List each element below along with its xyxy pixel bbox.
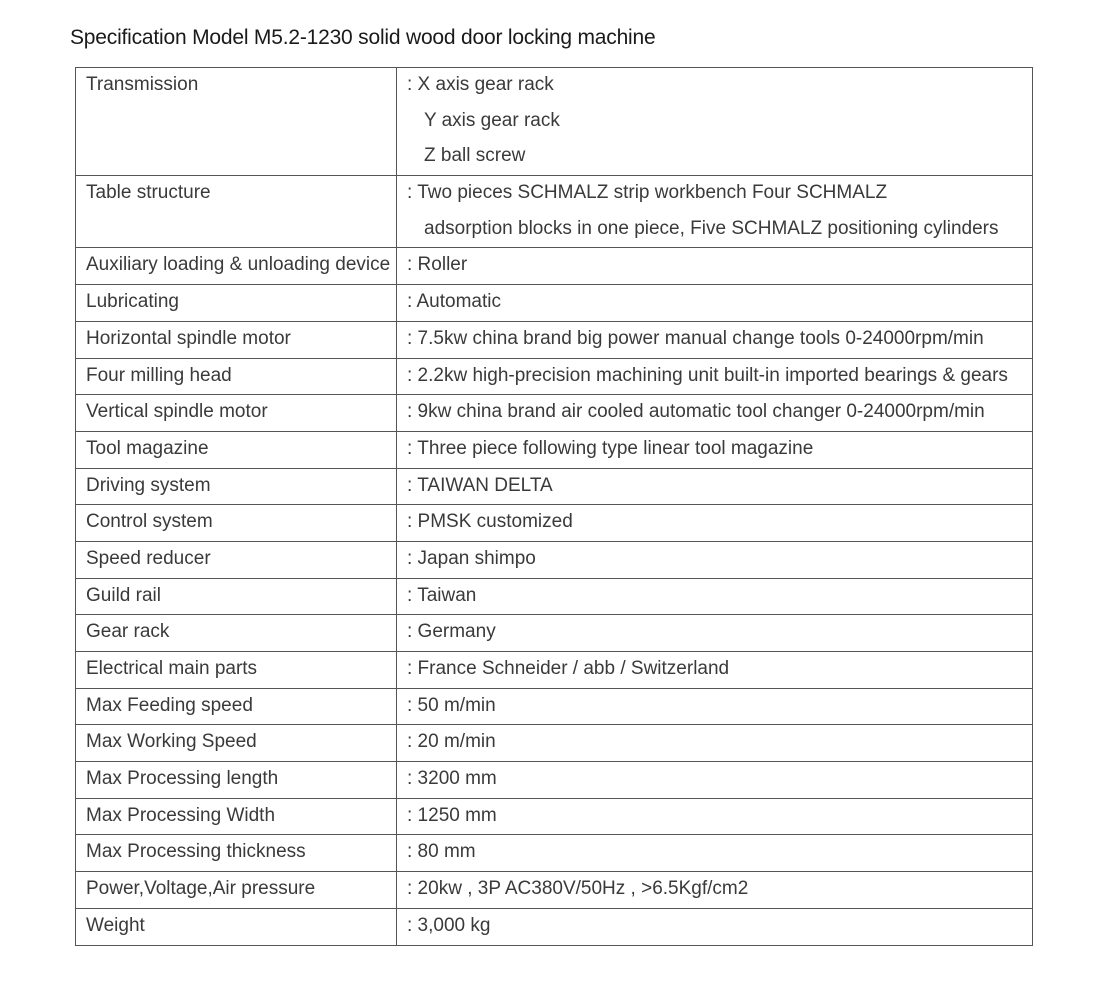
spec-value-line: : 80 mm: [407, 841, 476, 863]
spec-value-cell: [397, 431, 1033, 468]
spec-label: Max Working Speed: [86, 731, 257, 753]
table-row: [76, 908, 1033, 945]
spec-label-cell: [76, 578, 397, 615]
table-row: [76, 762, 1033, 799]
spec-label: Four milling head: [86, 364, 232, 386]
spec-value-line: : 3,000 kg: [407, 914, 491, 936]
spec-label: Power,Voltage,Air pressure: [86, 878, 316, 900]
spec-value-cell: [397, 541, 1033, 578]
spec-value-line: : 1250 mm: [407, 804, 497, 826]
spec-label-cell: [76, 358, 397, 395]
table-row: [76, 505, 1033, 542]
spec-value-cell: [397, 798, 1033, 835]
spec-value-cell: [397, 248, 1033, 285]
table-row: [76, 358, 1033, 395]
table-row: [76, 68, 1033, 176]
spec-label: Driving system: [86, 474, 211, 496]
table-row: [76, 541, 1033, 578]
spec-label-cell: [76, 176, 397, 248]
table-row: [76, 872, 1033, 909]
spec-value-line: : PMSK customized: [407, 511, 573, 533]
spec-table-body: [76, 68, 1033, 946]
table-row: [76, 798, 1033, 835]
spec-value-line: : 50 m/min: [407, 694, 496, 716]
spec-value-line: : X axis gear rack: [407, 74, 554, 95]
spec-label-cell: [76, 762, 397, 799]
spec-value-line: : 20kw , 3P AC380V/50Hz , >6.5Kgf/cm2: [407, 878, 749, 900]
table-row: [76, 615, 1033, 652]
spec-label: Tool magazine: [86, 437, 209, 459]
spec-value-line: : Two pieces SCHMALZ strip workbench Four SCHMALZ: [407, 182, 888, 204]
spec-value-cell: [397, 872, 1033, 909]
spec-label: Horizontal spindle motor: [86, 327, 291, 349]
table-row: [76, 578, 1033, 615]
spec-value-cell: [397, 762, 1033, 799]
spec-value-cell: [397, 578, 1033, 615]
table-row: [76, 835, 1033, 872]
table-row: [76, 321, 1033, 358]
spec-value-cell: [397, 176, 1033, 248]
spec-label-cell: [76, 725, 397, 762]
spec-value-line: Y axis gear rack: [424, 109, 560, 131]
spec-value-line: : Three piece following type linear tool magazine: [407, 437, 814, 459]
spec-label: Speed reducer: [86, 547, 211, 569]
spec-label-cell: [76, 615, 397, 652]
spec-label-cell: [76, 395, 397, 432]
spec-label: Transmission: [86, 74, 199, 95]
spec-label-cell: [76, 431, 397, 468]
spec-value-cell: [397, 358, 1033, 395]
spec-value-line: : Germany: [407, 621, 496, 643]
spec-label-cell: [76, 68, 397, 176]
spec-label: Guild rail: [86, 584, 161, 606]
spec-label-cell: [76, 505, 397, 542]
spec-value-line: : 20 m/min: [407, 731, 496, 753]
spec-label-cell: [76, 248, 397, 285]
spec-value-cell: [397, 321, 1033, 358]
spec-label: Electrical main parts: [86, 658, 258, 679]
spec-value-cell: [397, 835, 1033, 872]
spec-value-line: : TAIWAN DELTA: [407, 474, 553, 496]
spec-label: Weight: [86, 914, 145, 936]
spec-value-line: : Taiwan: [407, 584, 477, 606]
spec-value-cell: [397, 688, 1033, 725]
spec-label-cell: [76, 835, 397, 872]
spec-value-line: : Japan shimpo: [407, 547, 536, 569]
spec-label-cell: [76, 652, 397, 689]
table-row: [76, 248, 1033, 285]
spec-label-cell: [76, 285, 397, 322]
spec-value-cell: [397, 285, 1033, 322]
spec-label: Table structure: [86, 182, 211, 204]
spec-label: Control system: [86, 511, 213, 533]
spec-label: Max Feeding speed: [86, 694, 253, 716]
table-row: [76, 688, 1033, 725]
spec-label: Gear rack: [86, 621, 170, 643]
spec-label: Max Processing length: [86, 768, 279, 790]
spec-value-cell: [397, 505, 1033, 542]
spec-value-cell: [397, 395, 1033, 432]
spec-label: Auxiliary loading & unloading device: [86, 254, 391, 276]
spec-label: Max Processing thickness: [86, 841, 306, 863]
spec-label: Lubricating: [86, 291, 179, 313]
spec-table: [75, 67, 1033, 946]
spec-label-cell: [76, 908, 397, 945]
spec-label-cell: [76, 688, 397, 725]
page-title: Specification Model M5.2-1230 solid wood door locking machine: [70, 26, 656, 49]
spec-value-cell: [397, 908, 1033, 945]
spec-value-line: : Roller: [407, 254, 468, 276]
spec-value-cell: [397, 68, 1033, 176]
spec-value-cell: [397, 468, 1033, 505]
spec-value-line: : 3200 mm: [407, 768, 497, 790]
table-row: [76, 395, 1033, 432]
spec-value-cell: [397, 725, 1033, 762]
spec-value-cell: [397, 652, 1033, 689]
spec-value-cell: [397, 615, 1033, 652]
table-row: [76, 176, 1033, 248]
spec-label: Vertical spindle motor: [86, 401, 268, 423]
spec-value-line: adsorption blocks in one piece, Five SCHMALZ positioning cylinders: [424, 217, 999, 239]
spec-value-line: : 7.5kw china brand big power manual change tools 0-24000rpm/min: [407, 327, 984, 349]
table-row: [76, 431, 1033, 468]
table-row: [76, 652, 1033, 689]
table-row: [76, 725, 1033, 762]
spec-label-cell: [76, 321, 397, 358]
table-row: [76, 468, 1033, 505]
spec-value-line: : Automatic: [407, 291, 501, 313]
spec-value-line: : 9kw china brand air cooled automatic tool changer 0-24000rpm/min: [407, 401, 985, 423]
spec-label: Max Processing Width: [86, 804, 276, 826]
spec-value-line: : France Schneider / abb / Switzerland: [407, 658, 730, 679]
spec-value-line: : 2.2kw high-precision machining unit built-in imported bearings & gears: [407, 364, 1008, 386]
table-row: [76, 285, 1033, 322]
spec-label-cell: [76, 541, 397, 578]
spec-label-cell: [76, 872, 397, 909]
spec-label-cell: [76, 798, 397, 835]
spec-label-cell: [76, 468, 397, 505]
spec-value-line: Z ball screw: [424, 145, 526, 167]
